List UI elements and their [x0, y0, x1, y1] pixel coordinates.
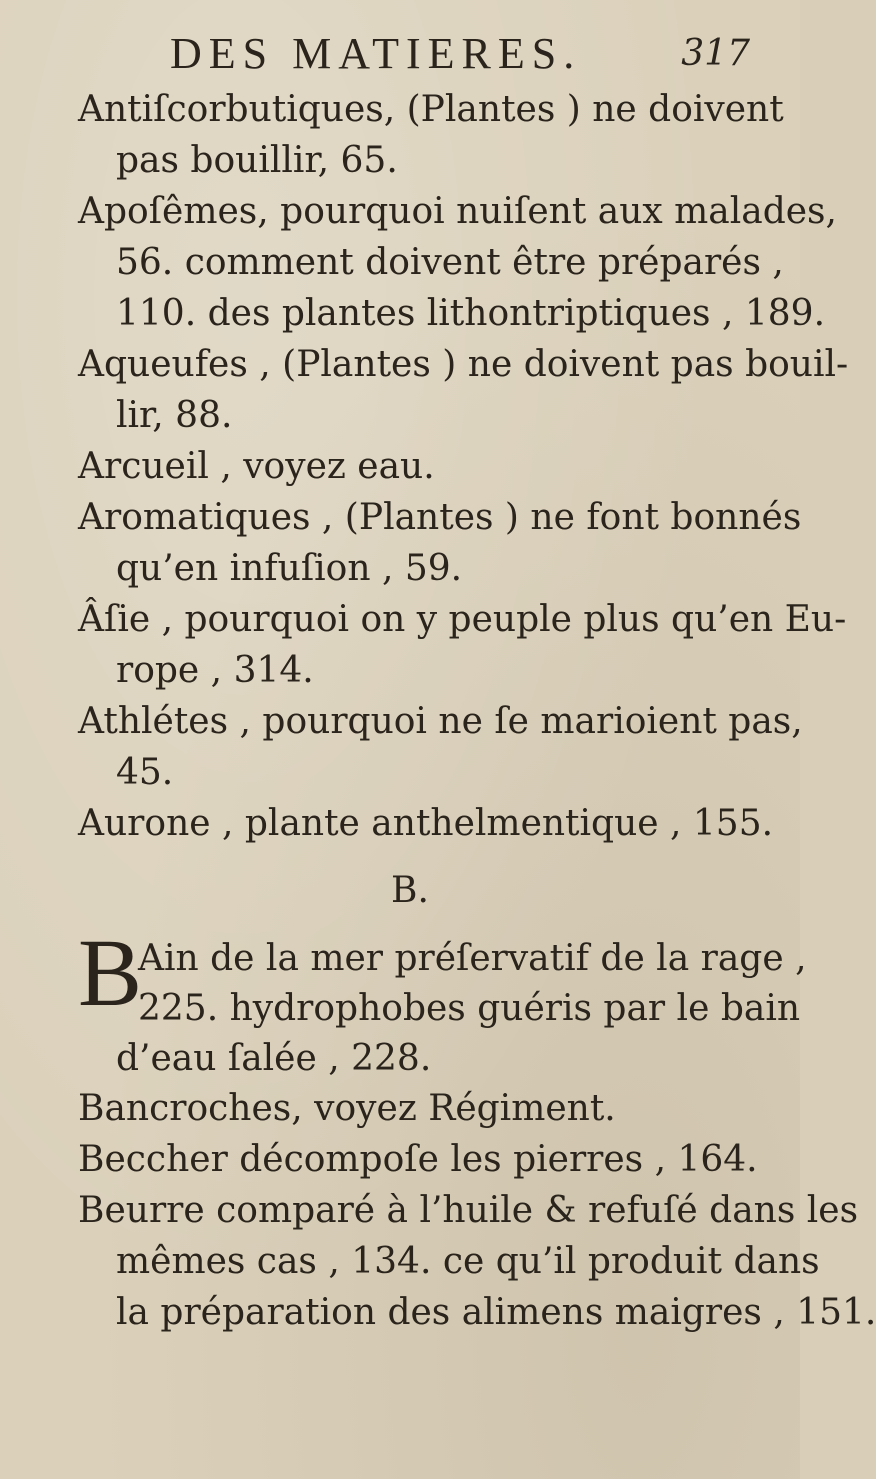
entry-line: pas bouillir, 65. [116, 140, 398, 181]
entry-line: Apoſêmes, pourquoi nuiſent aux malades, [78, 191, 837, 232]
entry-line: Ain de la mer préſervatif de la rage , [138, 938, 807, 979]
page-number: 317 [681, 33, 750, 74]
entry-line: 45. [116, 752, 174, 793]
entry-line: Athlétes , pourquoi ne ſe marioient pas, [78, 701, 803, 742]
entry-line: Beurre comparé à l’huile & refuſé dans les [78, 1190, 859, 1231]
index-entries [0, 84, 876, 1338]
index-entry [0, 492, 800, 594]
entry-line: d’eau ſalée , 228. [116, 1038, 432, 1079]
page-header [0, 24, 800, 84]
index-entry [0, 594, 847, 696]
index-entry [0, 84, 800, 186]
drop-cap-initial: B [78, 919, 143, 1026]
entry-line: Âſie , pourquoi on y peuple plus qu’en Eu- [78, 599, 847, 640]
entry-line: la préparation des alimens maigres , 151. [116, 1292, 876, 1333]
index-entry [0, 186, 837, 339]
entry-line: Aurone , plante anthelmentique , 155. [78, 803, 774, 844]
entry-line: 56. comment doivent être préparés , [116, 242, 784, 283]
entry-line: qu’en infuſion , 59. [116, 548, 463, 589]
entry-line: 225. hydrophobes guéris par le bain [138, 988, 801, 1029]
index-entry-dropcap [0, 919, 807, 1083]
entry-line: Aqueufes , (Plantes ) ne doivent pas bouil- [78, 344, 849, 385]
entry-line: rope , 314. [116, 650, 314, 691]
entry-line: Beccher décompoſe les pierres , 164. [78, 1139, 758, 1180]
entry-line: 110. des plantes lithontriptiques , 189. [116, 293, 826, 334]
index-entry [0, 1185, 876, 1338]
entry-line: Antiſcorbutiques, (Plantes ) ne doivent [78, 89, 784, 130]
index-entry [0, 441, 800, 492]
index-entry [0, 798, 800, 849]
index-entry [0, 696, 803, 798]
entry-line: lir, 88. [116, 395, 233, 436]
entry-line: Bancroches, voyez Régiment. [78, 1088, 616, 1129]
index-entry [0, 1083, 800, 1134]
entry-line: Arcueil , voyez eau. [78, 446, 435, 487]
section-heading: B. [391, 870, 429, 911]
index-entry [0, 339, 849, 441]
entry-line: mêmes cas , 134. ce qu’il produit dans [116, 1241, 820, 1282]
entry-line: Aromatiques , (Plantes ) ne font bonnés [78, 497, 802, 538]
running-title: DES MATIERES. [170, 29, 582, 78]
index-entry [0, 1134, 800, 1185]
